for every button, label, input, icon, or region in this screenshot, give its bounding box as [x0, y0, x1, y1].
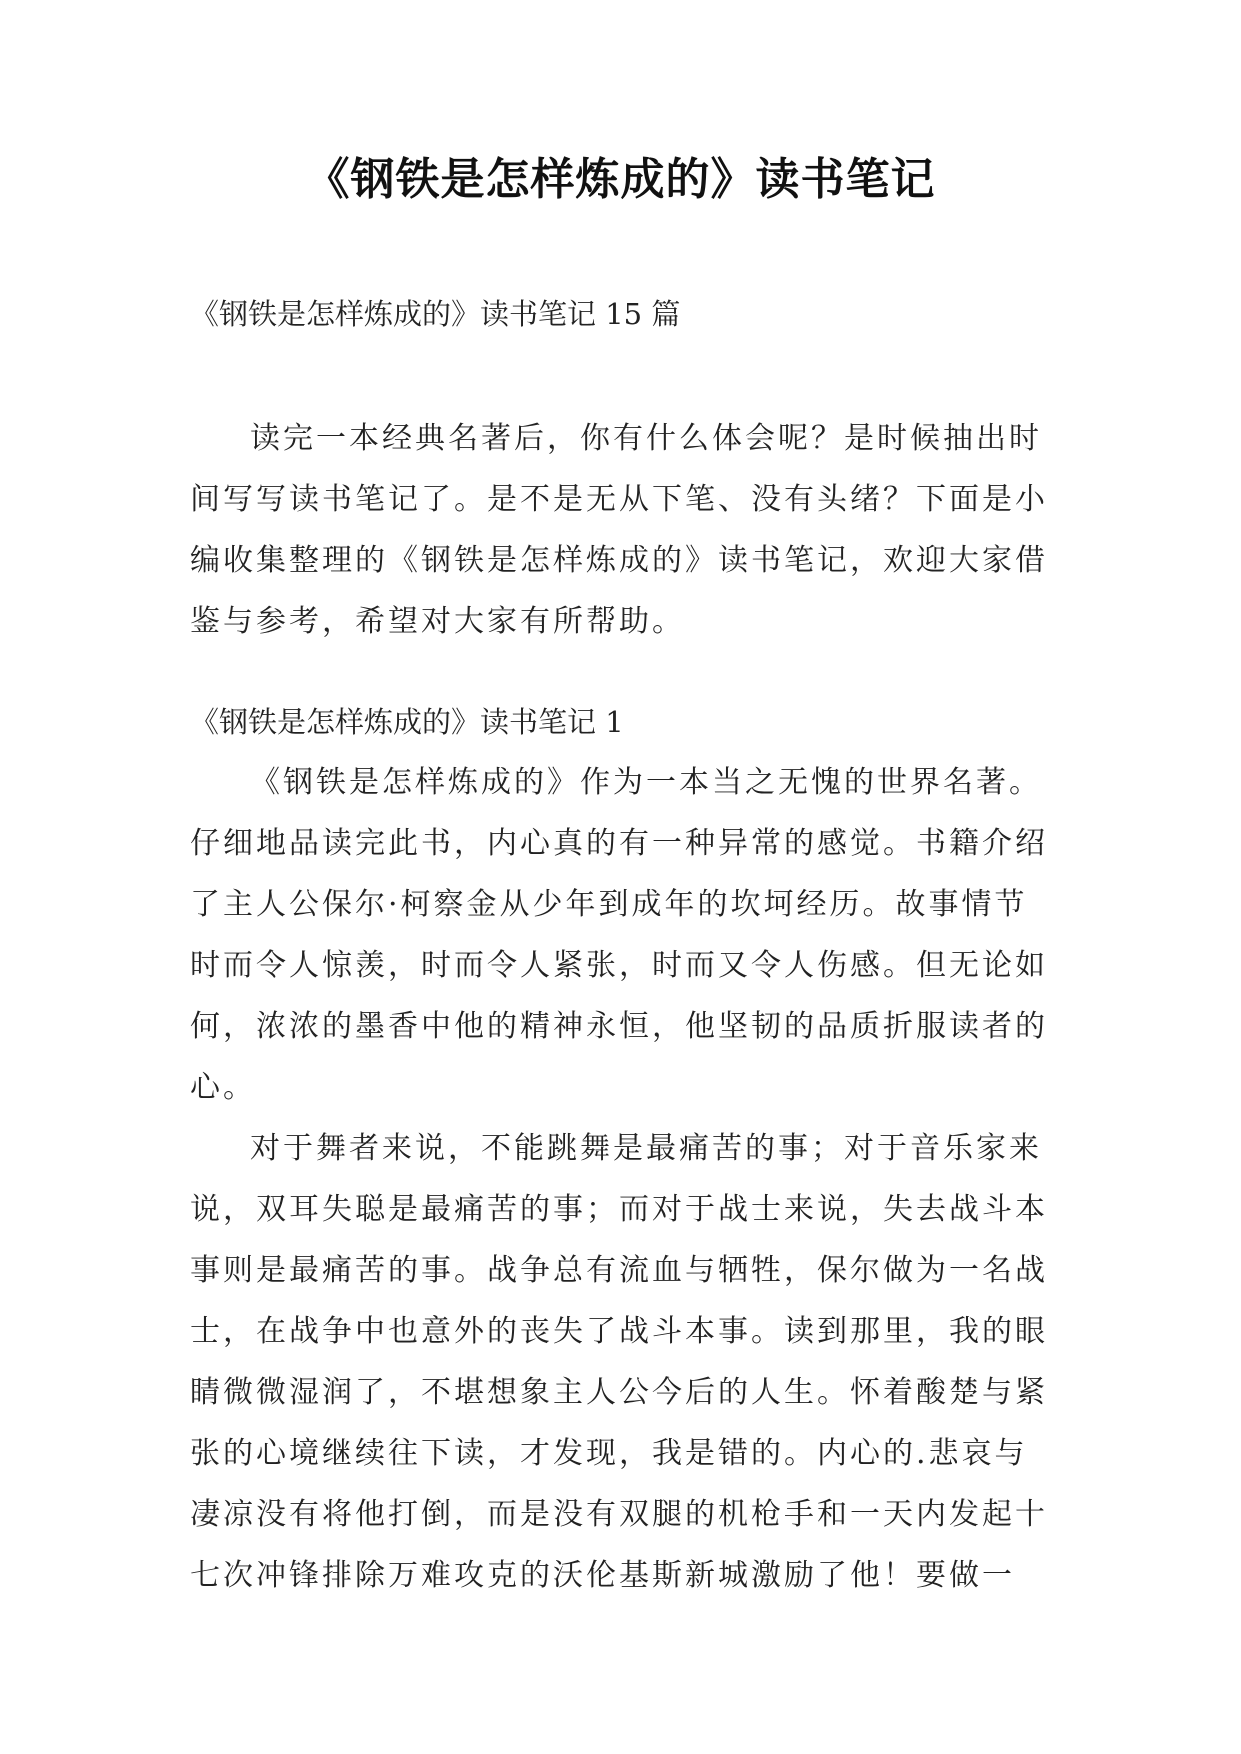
body-paragraph: 《钢铁是怎样炼成的》作为一本当之无愧的世界名著。仔细地品读完此书，内心真的有一种异常的感觉。书籍介绍了主人公保尔·柯察金从少年到成年的坎坷经历。故事情节时而令人惊羡，时而令人紧张，时而又令人伤感。但无论如何，浓浓的墨香中他的精神永恒，他坚韧的品质折服读者的心。 — [190, 765, 1048, 1105]
body-paragraph: 对于舞者来说，不能跳舞是最痛苦的事；对于音乐家来说，双耳失聪是最痛苦的事；而对于战士来说，失去战斗本事则是最痛苦的事。战争总有流血与牺牲，保尔做为一名战士，在战争中也意外的丧失了战斗本事。读到那里，我的眼睛微微湿润了，不堪想象主人公今后的人生。怀着酸楚与紧张的心境继续往下读，才发现，我是错的。内心的.悲哀与凄凉没有将他打倒，而是没有双腿的机枪手和一天内发起十七次冲锋排除万难攻克的沃伦基斯新城激励了他！要做一 — [190, 1131, 1048, 1593]
document-subtitle: 《钢铁是怎样炼成的》读书笔记 15 篇 — [190, 297, 681, 331]
section-body — [190, 752, 1050, 1606]
document-title: 《钢铁是怎样炼成的》读书笔记 — [305, 154, 936, 205]
intro-paragraph: 读完一本经典名著后，你有什么体会呢？是时候抽出时间写写读书笔记了。是不是无从下笔、没有头绪？下面是小编收集整理的《钢铁是怎样炼成的》读书笔记，欢迎大家借鉴与参考，希望对大家有所帮助。 — [190, 421, 1048, 639]
section-heading: 《钢铁是怎样炼成的》读书笔记 1 — [190, 705, 624, 739]
